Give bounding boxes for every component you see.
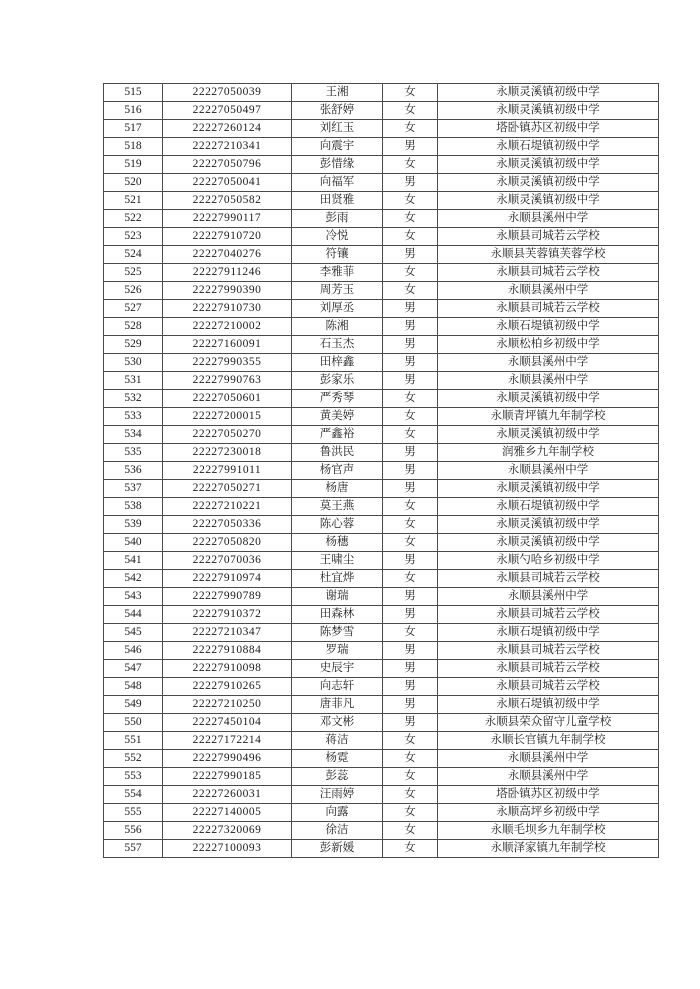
student-name-cell: 陈心蓉 bbox=[292, 516, 383, 534]
student-name-cell: 汪雨婷 bbox=[292, 786, 383, 804]
row-number-cell: 542 bbox=[104, 570, 163, 588]
table-row bbox=[104, 264, 659, 282]
table-row bbox=[104, 552, 659, 570]
school-cell: 永顺灵溪镇初级中学 bbox=[438, 516, 659, 534]
table-row bbox=[104, 372, 659, 390]
row-number-cell: 525 bbox=[104, 264, 163, 282]
school-cell: 永顺县溪州中学 bbox=[438, 768, 659, 786]
table-row bbox=[104, 192, 659, 210]
exam-number-cell: 22227050601 bbox=[163, 390, 292, 408]
gender-cell: 女 bbox=[383, 732, 438, 750]
exam-number-cell: 22227100093 bbox=[163, 840, 292, 858]
table-row bbox=[104, 228, 659, 246]
exam-number-cell: 22227210250 bbox=[163, 696, 292, 714]
student-name-cell: 周芳玉 bbox=[292, 282, 383, 300]
gender-cell: 男 bbox=[383, 444, 438, 462]
row-number-cell: 549 bbox=[104, 696, 163, 714]
row-number-cell: 533 bbox=[104, 408, 163, 426]
gender-cell: 女 bbox=[383, 84, 438, 102]
student-name-cell: 鲁洪民 bbox=[292, 444, 383, 462]
gender-cell: 女 bbox=[383, 516, 438, 534]
exam-number-cell: 22227911246 bbox=[163, 264, 292, 282]
gender-cell: 男 bbox=[383, 480, 438, 498]
row-number-cell: 519 bbox=[104, 156, 163, 174]
school-cell: 永顺灵溪镇初级中学 bbox=[438, 192, 659, 210]
exam-number-cell: 22227990763 bbox=[163, 372, 292, 390]
gender-cell: 男 bbox=[383, 606, 438, 624]
exam-number-cell: 22227910730 bbox=[163, 300, 292, 318]
exam-number-cell: 22227050820 bbox=[163, 534, 292, 552]
row-number-cell: 529 bbox=[104, 336, 163, 354]
student-name-cell: 王啸尘 bbox=[292, 552, 383, 570]
gender-cell: 女 bbox=[383, 840, 438, 858]
exam-number-cell: 22227990117 bbox=[163, 210, 292, 228]
school-cell: 永顺县司城若云学校 bbox=[438, 678, 659, 696]
roster-table-body bbox=[104, 84, 659, 858]
school-cell: 永顺县司城若云学校 bbox=[438, 264, 659, 282]
student-name-cell: 彭蕊 bbox=[292, 768, 383, 786]
gender-cell: 女 bbox=[383, 156, 438, 174]
school-cell: 永顺县溪州中学 bbox=[438, 354, 659, 372]
exam-number-cell: 22227230018 bbox=[163, 444, 292, 462]
school-cell: 永顺勺哈乡初级中学 bbox=[438, 552, 659, 570]
exam-number-cell: 22227070036 bbox=[163, 552, 292, 570]
row-number-cell: 541 bbox=[104, 552, 163, 570]
school-cell: 永顺石堤镇初级中学 bbox=[438, 318, 659, 336]
table-row bbox=[104, 642, 659, 660]
table-row bbox=[104, 300, 659, 318]
student-name-cell: 罗瑞 bbox=[292, 642, 383, 660]
row-number-cell: 537 bbox=[104, 480, 163, 498]
row-number-cell: 517 bbox=[104, 120, 163, 138]
student-name-cell: 刘厚丞 bbox=[292, 300, 383, 318]
student-name-cell: 李雅菲 bbox=[292, 264, 383, 282]
student-name-cell: 向露 bbox=[292, 804, 383, 822]
exam-number-cell: 22227050270 bbox=[163, 426, 292, 444]
exam-number-cell: 22227990390 bbox=[163, 282, 292, 300]
table-row bbox=[104, 678, 659, 696]
row-number-cell: 518 bbox=[104, 138, 163, 156]
school-cell: 永顺青坪镇九年制学校 bbox=[438, 408, 659, 426]
gender-cell: 男 bbox=[383, 714, 438, 732]
student-name-cell: 杨官声 bbox=[292, 462, 383, 480]
student-name-cell: 杨唐 bbox=[292, 480, 383, 498]
table-row bbox=[104, 804, 659, 822]
table-row bbox=[104, 282, 659, 300]
student-name-cell: 徐洁 bbox=[292, 822, 383, 840]
row-number-cell: 539 bbox=[104, 516, 163, 534]
school-cell: 永顺县司城若云学校 bbox=[438, 570, 659, 588]
gender-cell: 男 bbox=[383, 462, 438, 480]
row-number-cell: 540 bbox=[104, 534, 163, 552]
row-number-cell: 521 bbox=[104, 192, 163, 210]
school-cell: 永顺县司城若云学校 bbox=[438, 642, 659, 660]
gender-cell: 女 bbox=[383, 624, 438, 642]
exam-number-cell: 22227172214 bbox=[163, 732, 292, 750]
school-cell: 永顺县溪州中学 bbox=[438, 282, 659, 300]
student-name-cell: 彭新媛 bbox=[292, 840, 383, 858]
row-number-cell: 528 bbox=[104, 318, 163, 336]
table-row bbox=[104, 462, 659, 480]
school-cell: 永顺灵溪镇初级中学 bbox=[438, 84, 659, 102]
student-name-cell: 田贤雅 bbox=[292, 192, 383, 210]
student-name-cell: 向志轩 bbox=[292, 678, 383, 696]
row-number-cell: 535 bbox=[104, 444, 163, 462]
school-cell: 润雅乡九年制学校 bbox=[438, 444, 659, 462]
student-name-cell: 黄美婷 bbox=[292, 408, 383, 426]
exam-number-cell: 22227050336 bbox=[163, 516, 292, 534]
exam-number-cell: 22227210221 bbox=[163, 498, 292, 516]
row-number-cell: 534 bbox=[104, 426, 163, 444]
table-row bbox=[104, 786, 659, 804]
table-row bbox=[104, 570, 659, 588]
table-row bbox=[104, 534, 659, 552]
gender-cell: 男 bbox=[383, 138, 438, 156]
school-cell: 永顺县溪州中学 bbox=[438, 462, 659, 480]
student-name-cell: 向福军 bbox=[292, 174, 383, 192]
table-row bbox=[104, 210, 659, 228]
row-number-cell: 547 bbox=[104, 660, 163, 678]
student-name-cell: 向震宇 bbox=[292, 138, 383, 156]
student-name-cell: 王湘 bbox=[292, 84, 383, 102]
table-row bbox=[104, 516, 659, 534]
table-row bbox=[104, 696, 659, 714]
student-name-cell: 严鑫裕 bbox=[292, 426, 383, 444]
student-name-cell: 彭雨 bbox=[292, 210, 383, 228]
school-cell: 永顺县芙蓉镇芙蓉学校 bbox=[438, 246, 659, 264]
exam-number-cell: 22227990496 bbox=[163, 750, 292, 768]
gender-cell: 女 bbox=[383, 426, 438, 444]
exam-number-cell: 22227260124 bbox=[163, 120, 292, 138]
school-cell: 永顺县荣众留守儿童学校 bbox=[438, 714, 659, 732]
gender-cell: 男 bbox=[383, 588, 438, 606]
school-cell: 永顺县溪州中学 bbox=[438, 372, 659, 390]
exam-number-cell: 22227050497 bbox=[163, 102, 292, 120]
student-name-cell: 符镶 bbox=[292, 246, 383, 264]
gender-cell: 女 bbox=[383, 570, 438, 588]
student-name-cell: 刘红玉 bbox=[292, 120, 383, 138]
table-row bbox=[104, 606, 659, 624]
student-name-cell: 蒋洁 bbox=[292, 732, 383, 750]
gender-cell: 女 bbox=[383, 228, 438, 246]
gender-cell: 女 bbox=[383, 822, 438, 840]
gender-cell: 男 bbox=[383, 678, 438, 696]
student-name-cell: 陈梦雪 bbox=[292, 624, 383, 642]
row-number-cell: 515 bbox=[104, 84, 163, 102]
table-row bbox=[104, 750, 659, 768]
exam-number-cell: 22227990789 bbox=[163, 588, 292, 606]
table-row bbox=[104, 768, 659, 786]
school-cell: 永顺灵溪镇初级中学 bbox=[438, 102, 659, 120]
table-row bbox=[104, 426, 659, 444]
row-number-cell: 548 bbox=[104, 678, 163, 696]
student-name-cell: 杨霓 bbox=[292, 750, 383, 768]
student-name-cell: 莫王燕 bbox=[292, 498, 383, 516]
exam-number-cell: 22227260031 bbox=[163, 786, 292, 804]
gender-cell: 女 bbox=[383, 120, 438, 138]
gender-cell: 女 bbox=[383, 750, 438, 768]
school-cell: 永顺县溪州中学 bbox=[438, 750, 659, 768]
school-cell: 永顺高坪乡初级中学 bbox=[438, 804, 659, 822]
gender-cell: 女 bbox=[383, 408, 438, 426]
table-row bbox=[104, 390, 659, 408]
table-row bbox=[104, 84, 659, 102]
row-number-cell: 554 bbox=[104, 786, 163, 804]
exam-number-cell: 22227910098 bbox=[163, 660, 292, 678]
student-name-cell: 彭惜缘 bbox=[292, 156, 383, 174]
gender-cell: 女 bbox=[383, 786, 438, 804]
gender-cell: 女 bbox=[383, 390, 438, 408]
school-cell: 永顺灵溪镇初级中学 bbox=[438, 534, 659, 552]
exam-number-cell: 22227991011 bbox=[163, 462, 292, 480]
table-row bbox=[104, 138, 659, 156]
table-row bbox=[104, 498, 659, 516]
student-name-cell: 杨穗 bbox=[292, 534, 383, 552]
gender-cell: 女 bbox=[383, 498, 438, 516]
gender-cell: 男 bbox=[383, 174, 438, 192]
school-cell: 永顺松柏乡初级中学 bbox=[438, 336, 659, 354]
student-name-cell: 田森林 bbox=[292, 606, 383, 624]
table-row bbox=[104, 156, 659, 174]
row-number-cell: 524 bbox=[104, 246, 163, 264]
gender-cell: 男 bbox=[383, 642, 438, 660]
gender-cell: 女 bbox=[383, 282, 438, 300]
school-cell: 永顺泽家镇九年制学校 bbox=[438, 840, 659, 858]
row-number-cell: 526 bbox=[104, 282, 163, 300]
student-name-cell: 张舒婷 bbox=[292, 102, 383, 120]
exam-number-cell: 22227140005 bbox=[163, 804, 292, 822]
exam-number-cell: 22227050041 bbox=[163, 174, 292, 192]
table-row bbox=[104, 318, 659, 336]
exam-number-cell: 22227050039 bbox=[163, 84, 292, 102]
row-number-cell: 557 bbox=[104, 840, 163, 858]
row-number-cell: 546 bbox=[104, 642, 163, 660]
student-name-cell: 谢瑞 bbox=[292, 588, 383, 606]
student-name-cell: 陈湘 bbox=[292, 318, 383, 336]
school-cell: 永顺灵溪镇初级中学 bbox=[438, 480, 659, 498]
table-row bbox=[104, 246, 659, 264]
student-name-cell: 田梓鑫 bbox=[292, 354, 383, 372]
table-row bbox=[104, 840, 659, 858]
school-cell: 永顺县司城若云学校 bbox=[438, 228, 659, 246]
table-row bbox=[104, 174, 659, 192]
student-name-cell: 石玉杰 bbox=[292, 336, 383, 354]
table-row bbox=[104, 732, 659, 750]
exam-number-cell: 22227990185 bbox=[163, 768, 292, 786]
exam-number-cell: 22227050271 bbox=[163, 480, 292, 498]
gender-cell: 女 bbox=[383, 264, 438, 282]
table-row bbox=[104, 480, 659, 498]
exam-number-cell: 22227990355 bbox=[163, 354, 292, 372]
school-cell: 永顺灵溪镇初级中学 bbox=[438, 426, 659, 444]
exam-number-cell: 22227320069 bbox=[163, 822, 292, 840]
gender-cell: 男 bbox=[383, 354, 438, 372]
table-row bbox=[104, 822, 659, 840]
gender-cell: 女 bbox=[383, 768, 438, 786]
exam-number-cell: 22227210347 bbox=[163, 624, 292, 642]
row-number-cell: 544 bbox=[104, 606, 163, 624]
school-cell: 永顺县溪州中学 bbox=[438, 210, 659, 228]
row-number-cell: 552 bbox=[104, 750, 163, 768]
table-row bbox=[104, 336, 659, 354]
exam-number-cell: 22227160091 bbox=[163, 336, 292, 354]
student-name-cell: 邓文彬 bbox=[292, 714, 383, 732]
table-row bbox=[104, 624, 659, 642]
school-cell: 永顺石堤镇初级中学 bbox=[438, 624, 659, 642]
gender-cell: 男 bbox=[383, 246, 438, 264]
table-row bbox=[104, 588, 659, 606]
school-cell: 永顺灵溪镇初级中学 bbox=[438, 174, 659, 192]
gender-cell: 女 bbox=[383, 102, 438, 120]
exam-number-cell: 22227910372 bbox=[163, 606, 292, 624]
exam-number-cell: 22227210341 bbox=[163, 138, 292, 156]
exam-number-cell: 22227200015 bbox=[163, 408, 292, 426]
student-name-cell: 冷悦 bbox=[292, 228, 383, 246]
exam-number-cell: 22227910720 bbox=[163, 228, 292, 246]
row-number-cell: 523 bbox=[104, 228, 163, 246]
row-number-cell: 545 bbox=[104, 624, 163, 642]
row-number-cell: 527 bbox=[104, 300, 163, 318]
row-number-cell: 516 bbox=[104, 102, 163, 120]
gender-cell: 男 bbox=[383, 372, 438, 390]
row-number-cell: 522 bbox=[104, 210, 163, 228]
row-number-cell: 543 bbox=[104, 588, 163, 606]
student-name-cell: 唐菲凡 bbox=[292, 696, 383, 714]
exam-number-cell: 22227050582 bbox=[163, 192, 292, 210]
row-number-cell: 531 bbox=[104, 372, 163, 390]
exam-number-cell: 22227910884 bbox=[163, 642, 292, 660]
gender-cell: 女 bbox=[383, 534, 438, 552]
school-cell: 永顺灵溪镇初级中学 bbox=[438, 156, 659, 174]
school-cell: 永顺县司城若云学校 bbox=[438, 606, 659, 624]
table-row bbox=[104, 408, 659, 426]
exam-number-cell: 22227040276 bbox=[163, 246, 292, 264]
row-number-cell: 530 bbox=[104, 354, 163, 372]
gender-cell: 男 bbox=[383, 300, 438, 318]
school-cell: 永顺石堤镇初级中学 bbox=[438, 696, 659, 714]
school-cell: 永顺县司城若云学校 bbox=[438, 660, 659, 678]
table-row bbox=[104, 714, 659, 732]
row-number-cell: 538 bbox=[104, 498, 163, 516]
school-cell: 永顺县司城若云学校 bbox=[438, 300, 659, 318]
school-cell: 永顺长官镇九年制学校 bbox=[438, 732, 659, 750]
row-number-cell: 553 bbox=[104, 768, 163, 786]
student-roster-table bbox=[103, 83, 659, 858]
student-name-cell: 严秀琴 bbox=[292, 390, 383, 408]
row-number-cell: 536 bbox=[104, 462, 163, 480]
row-number-cell: 520 bbox=[104, 174, 163, 192]
exam-number-cell: 22227450104 bbox=[163, 714, 292, 732]
row-number-cell: 532 bbox=[104, 390, 163, 408]
school-cell: 塔卧镇苏区初级中学 bbox=[438, 786, 659, 804]
row-number-cell: 556 bbox=[104, 822, 163, 840]
school-cell: 永顺灵溪镇初级中学 bbox=[438, 390, 659, 408]
gender-cell: 男 bbox=[383, 696, 438, 714]
row-number-cell: 550 bbox=[104, 714, 163, 732]
exam-number-cell: 22227910974 bbox=[163, 570, 292, 588]
gender-cell: 男 bbox=[383, 552, 438, 570]
row-number-cell: 555 bbox=[104, 804, 163, 822]
exam-number-cell: 22227050796 bbox=[163, 156, 292, 174]
gender-cell: 女 bbox=[383, 210, 438, 228]
exam-number-cell: 22227910265 bbox=[163, 678, 292, 696]
school-cell: 永顺石堤镇初级中学 bbox=[438, 138, 659, 156]
table-row bbox=[104, 354, 659, 372]
student-name-cell: 史辰宇 bbox=[292, 660, 383, 678]
row-number-cell: 551 bbox=[104, 732, 163, 750]
table-row bbox=[104, 444, 659, 462]
table-row bbox=[104, 102, 659, 120]
school-cell: 永顺毛坝乡九年制学校 bbox=[438, 822, 659, 840]
gender-cell: 男 bbox=[383, 660, 438, 678]
table-row bbox=[104, 660, 659, 678]
student-name-cell: 彭家乐 bbox=[292, 372, 383, 390]
table-row bbox=[104, 120, 659, 138]
gender-cell: 女 bbox=[383, 804, 438, 822]
school-cell: 永顺石堤镇初级中学 bbox=[438, 498, 659, 516]
student-name-cell: 杜宜烨 bbox=[292, 570, 383, 588]
exam-number-cell: 22227210002 bbox=[163, 318, 292, 336]
school-cell: 永顺县溪州中学 bbox=[438, 588, 659, 606]
gender-cell: 男 bbox=[383, 336, 438, 354]
gender-cell: 男 bbox=[383, 318, 438, 336]
school-cell: 塔卧镇苏区初级中学 bbox=[438, 120, 659, 138]
gender-cell: 女 bbox=[383, 192, 438, 210]
